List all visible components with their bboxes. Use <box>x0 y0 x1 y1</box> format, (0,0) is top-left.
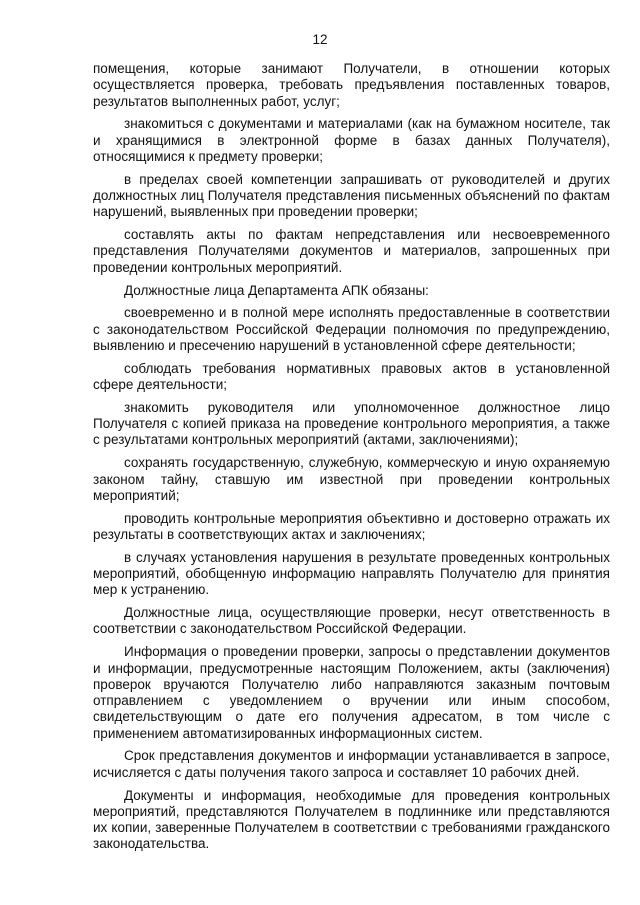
paragraph: составлять акты по фактам непредставления или несвоевременного представления Получателями документов и материалов, запрошенных при проведении контрольных мероприятий. <box>93 227 610 275</box>
paragraph: сохранять государственную, служебную, коммерческую и иную охраняемую законом тайну, ставшую им известной при проведении контрольных мероприятий; <box>93 455 610 503</box>
paragraph: проводить контрольные мероприятия объективно и достоверно отражать их результаты в соответствующих актах и заключениях; <box>93 510 610 542</box>
paragraph: Должностные лица Департамента АПК обязаны: <box>124 282 429 298</box>
paragraph: знакомить руководителя или уполномоченное должностное лицо Получателя с копией приказа на проведение контрольного мероприятия, а также с результатами контрольных мероприятий (актами, заключениями); <box>93 399 610 448</box>
paragraph: в пределах своей компетенции запрашивать от руководителей и других должностных лиц Получателя представления письменных объяснений по фактам нарушений, выявленных при проведении проверки; <box>93 171 610 220</box>
paragraph: Срок представления документов и информации устанавливается в запросе, исчисляется с даты получения такого запроса и составляет 10 рабочих дней. <box>93 748 610 780</box>
paragraph: знакомиться с документами и материалами (как на бумажном носителе, так и хранящимися в электронной форме в базах данных Получателя), относящимися к предмету проверки; <box>93 116 610 164</box>
paragraph: в случаях установления нарушения в результате проведенных контрольных мероприятий, обобщенную информацию направлять Получателю для принятия мер к устранению. <box>93 549 610 598</box>
paragraph: своевременно и в полной мере исполнять предоставленные в соответствии с законодательством Российской Федерации полномочия по предупреждению, выявлению и пресечению нарушений в установленной сфере деятельности; <box>93 305 610 353</box>
paragraph: Должностные лица, осуществляющие проверки, несут ответственность в соответствии с законодательством Российской Федерации. <box>93 605 610 637</box>
page-number: 12 <box>312 32 328 47</box>
paragraph-continuation: помещения, которые занимают Получатели, в отношении которых осуществляется проверка, требовать предъявления поставленных товаров, результатов выполненных работ, услуг; <box>93 61 610 109</box>
paragraph: Документы и информация, необходимые для проведения контрольных мероприятий, представляются Получателем в подлиннике или представляются их копии, заверенные Получателем в соответствии с требованиями гражданского законодательства. <box>93 787 610 852</box>
document-body <box>93 61 610 859</box>
paragraph: Информация о проведении проверки, запросы о представлении документов и информации, предусмотренные настоящим Положением, акты (заключения) проверок вручаются Получателю либо направляются заказным почтовым отправлением с уведомлением о вручении или иным способом, свидетельствующим о дате его получения адресатом, в том числе с применением автоматизированных информационных систем. <box>93 644 610 741</box>
paragraph: соблюдать требования нормативных правовых актов в установленной сфере деятельности; <box>93 360 610 393</box>
